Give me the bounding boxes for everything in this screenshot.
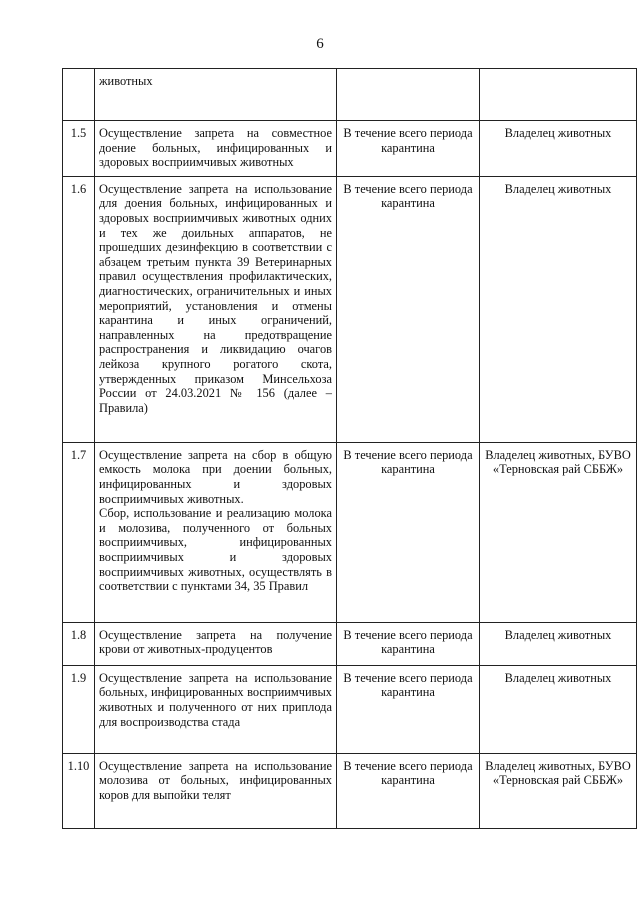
table-row xyxy=(63,665,637,753)
deadline-cell: В течение всего периода карантина xyxy=(337,665,480,753)
measure-paragraph: Осуществление запрета на использование молозива от больных, инфицированных коров для выпойки телят xyxy=(99,758,332,802)
measure-paragraph: Сбор, использование и реализацию молока и молозива, полученного от больных восприимчивых, инфицированных восприимчивых и здоровых восприимчивых животных, осуществлять в соответствии с пунктами 34, 35 Правил xyxy=(99,506,332,594)
responsible-cell: Владелец животных xyxy=(480,622,637,665)
measure-paragraph: Осуществление запрета на получение крови от животных-продуцентов xyxy=(99,627,332,657)
measure-text xyxy=(95,69,337,121)
row-number: 1.5 xyxy=(63,121,95,177)
row-number: 1.6 xyxy=(63,176,95,442)
deadline-cell: В течение всего периода карантина xyxy=(337,121,480,177)
responsible-cell xyxy=(480,69,637,121)
row-number: 1.9 xyxy=(63,665,95,753)
measure-paragraph: животных xyxy=(99,74,153,88)
measures-table xyxy=(62,68,637,829)
measure-paragraph: Осуществление запрета на использование больных, инфицированных восприимчивых животных и полученного от них приплода для воспроизводства стада xyxy=(99,670,332,729)
measure-paragraph: Осуществление запрета на сбор в общую емкость молока при доении больных, инфицированных и здоровых восприимчивых животных. xyxy=(99,447,332,506)
measure-text xyxy=(95,622,337,665)
measure-text xyxy=(95,121,337,177)
responsible-cell: Владелец животных xyxy=(480,176,637,442)
table-row xyxy=(63,121,637,177)
responsible-cell: Владелец животных xyxy=(480,121,637,177)
responsible-cell: Владелец животных xyxy=(480,665,637,753)
responsible-cell: Владелец животных, БУВО «Терновская рай СББЖ» xyxy=(480,753,637,828)
table-row xyxy=(63,69,637,121)
measure-text xyxy=(95,665,337,753)
measure-text xyxy=(95,753,337,828)
deadline-cell xyxy=(337,69,480,121)
responsible-cell: Владелец животных, БУВО «Терновская рай СББЖ» xyxy=(480,442,637,622)
deadline-cell: В течение всего периода карантина xyxy=(337,622,480,665)
table-row xyxy=(63,442,637,622)
table-row xyxy=(63,753,637,828)
row-number: 1.8 xyxy=(63,622,95,665)
measure-paragraph: Осуществление запрета на использование для доения больных, инфицированных и здоровых восприимчивых животных одних и тех же доильных аппаратов, не прошедших дезинфекцию в соответствии с абзацем третьим пункта 39 Ветеринарных правил осуществления профилактических, диагностических, ограничительных и иных мероприятий, установления и отмены карантина и иных ограничений, направленных на предотвращение распространения и ликвидацию очагов лейкоза крупного рогатого скота, утвержденных приказом Минсельхоза России от 24.03.2021 № 156 (далее – Правила) xyxy=(99,181,332,415)
table-row xyxy=(63,176,637,442)
deadline-cell: В течение всего периода карантина xyxy=(337,442,480,622)
row-number: 1.10 xyxy=(63,753,95,828)
deadline-cell: В течение всего периода карантина xyxy=(337,176,480,442)
measure-text xyxy=(95,442,337,622)
row-number: 1.7 xyxy=(63,442,95,622)
page-number: 6 xyxy=(316,36,324,52)
measure-text xyxy=(95,176,337,442)
row-number xyxy=(63,69,95,121)
measure-paragraph: Осуществление запрета на совместное доение больных, инфицированных и здоровых восприимчивых животных xyxy=(99,126,332,170)
table-row xyxy=(63,622,637,665)
deadline-cell: В течение всего периода карантина xyxy=(337,753,480,828)
